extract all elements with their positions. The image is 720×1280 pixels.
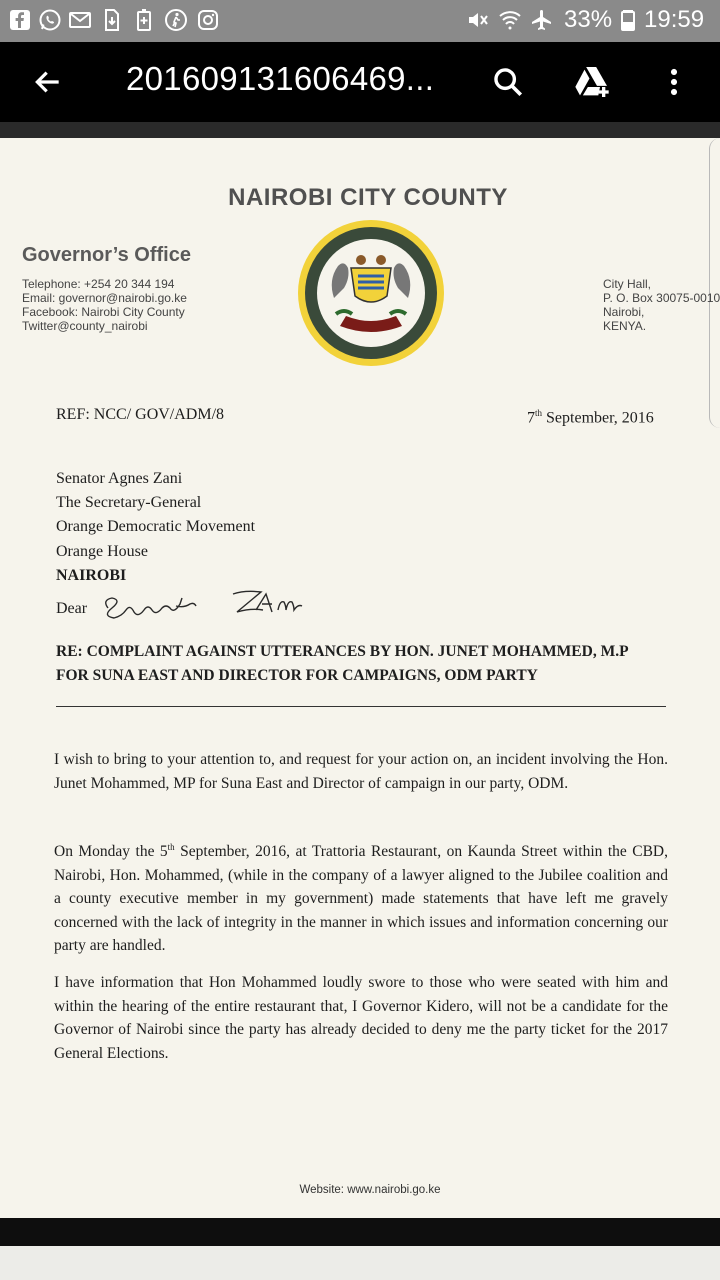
contact-line: Twitter@county_nairobi xyxy=(22,319,148,333)
handwritten-salutation xyxy=(98,586,338,626)
contact-line: Facebook: Nairobi City County xyxy=(22,305,185,319)
battery-saver-icon xyxy=(132,8,156,32)
paragraph-3: I have information that Hon Mohammed loudly swore to those who were seated with him and within the hearing of the entire restaurant that, I Governor Kidero, will not be a candidate for the Governor of Nairobi since the party has already decided to deny me the party ticket for the 2017 General Elections. xyxy=(54,974,668,1062)
letterhead-title: NAIROBI CITY COUNTY xyxy=(228,184,508,211)
back-arrow-icon xyxy=(32,66,64,98)
website-footer: Website: www.nairobi.go.ke xyxy=(299,1184,441,1196)
more-options-button[interactable] xyxy=(646,54,702,110)
airplane-mode-icon xyxy=(530,8,554,32)
salutation: Dear xyxy=(56,600,88,617)
address-line: Nairobi, xyxy=(603,305,645,319)
search-icon xyxy=(491,65,525,99)
recipient-line: Senator Agnes Zani xyxy=(56,470,183,487)
address-line: P. O. Box 30075-0010 xyxy=(603,291,720,305)
mute-icon xyxy=(466,8,490,32)
recipient-line: Orange House xyxy=(56,542,148,560)
status-bar xyxy=(0,0,720,42)
more-vert-icon xyxy=(658,66,690,98)
office-name: Governor’s Office xyxy=(22,244,191,266)
add-to-drive-icon xyxy=(572,62,612,102)
app-toolbar xyxy=(0,42,720,122)
navigation-area xyxy=(0,1246,720,1280)
contact-block xyxy=(22,277,187,333)
address-line: City Hall, xyxy=(603,277,652,291)
paragraph-2: On Monday the 5th September, 2016, at Trattoria Restaurant, on Kaunda Street within the CBD, Nairobi, Hon. Mohammed, (while in the company of a lawyer aligned to the Jubilee coalition and a county executive member in my government) made statements that have left me gravely concerned with the lack of integrity in the manner in which issues and information concerning our party are handled. xyxy=(54,842,669,955)
add-to-drive-button[interactable] xyxy=(564,54,620,110)
wifi-icon xyxy=(498,8,522,32)
contact-line: Email: governor@nairobi.go.ke xyxy=(22,291,187,305)
walking-icon xyxy=(164,8,188,32)
clock: 19:59 xyxy=(644,6,705,33)
battery-icon xyxy=(616,8,640,32)
whatsapp-icon xyxy=(38,8,62,32)
recipient-line: Orange Democratic Movement xyxy=(56,518,256,536)
facebook-icon xyxy=(8,8,32,32)
letter-date: 7th September, 2016 xyxy=(527,408,654,427)
instagram-icon xyxy=(196,8,220,32)
county-seal-icon xyxy=(296,218,446,368)
reference-number: REF: NCC/ GOV/ADM/8 xyxy=(56,406,225,423)
back-button[interactable] xyxy=(20,54,76,110)
address-block xyxy=(603,277,720,333)
image-top-edge xyxy=(0,122,720,138)
mail-icon xyxy=(68,8,92,32)
battery-percentage: 33% xyxy=(564,6,613,33)
contact-line: Telephone: +254 20 344 194 xyxy=(22,277,175,291)
search-button[interactable] xyxy=(480,54,536,110)
recipient-city: NAIROBI xyxy=(56,566,127,584)
image-bottom-edge xyxy=(0,1218,720,1246)
address-line: KENYA. xyxy=(603,319,647,333)
divider xyxy=(56,706,666,707)
subject-line: RE: COMPLAINT AGAINST UTTERANCES BY HON. JUNET MOHAMMED, M.P FOR SUNA EAST AND DIRECTOR FOR CAMPAIGNS, ODM PARTY xyxy=(56,643,629,684)
letter-image[interactable] xyxy=(0,138,720,1218)
paragraph-1: I wish to bring to your attention to, and request for your action on, an incident involving the Hon. Junet Mohammed, MP for Suna East and Director of campaign in our party, ODM. xyxy=(54,751,668,792)
download-icon xyxy=(100,8,124,32)
recipient-line: The Secretary-General xyxy=(56,494,202,512)
file-title: 201609131606469... xyxy=(126,60,435,97)
recipient-block xyxy=(56,467,255,588)
